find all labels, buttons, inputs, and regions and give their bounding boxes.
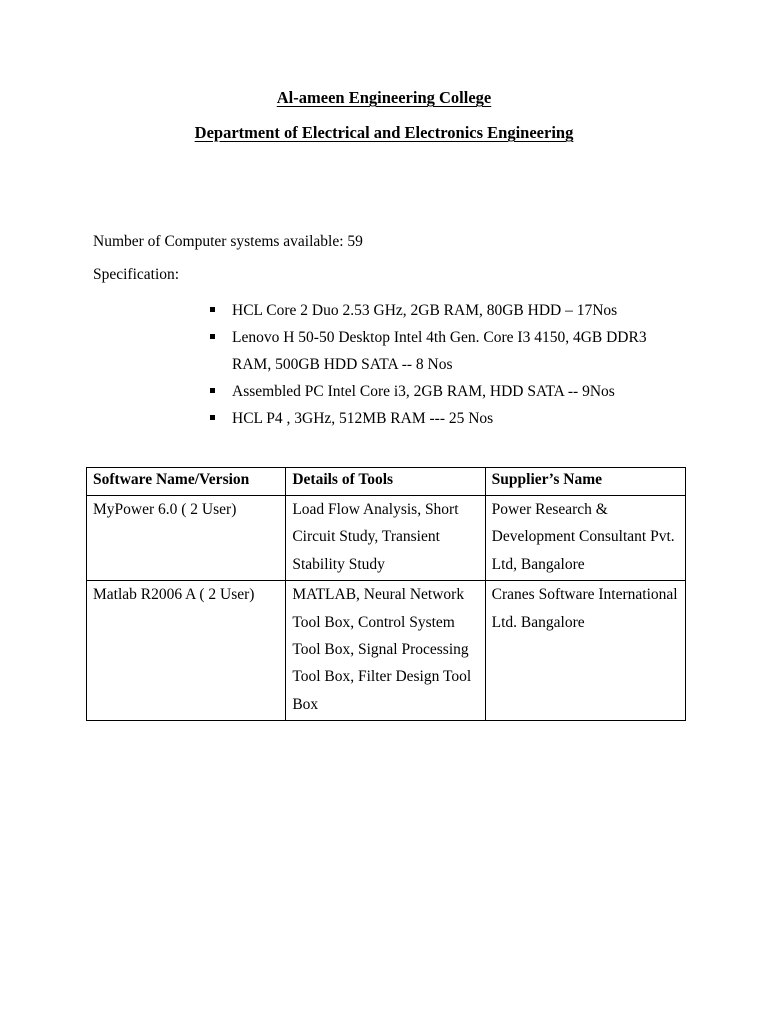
cell-software: MyPower 6.0 ( 2 User): [87, 496, 286, 581]
table-row: [87, 496, 686, 581]
spec-item-text: Assembled PC Intel Core i3, 2GB RAM, HDD SATA -- 9Nos: [232, 383, 615, 400]
cell-supplier: Power Research & Development Consultant Pvt. Ltd, Bangalore: [485, 496, 685, 581]
square-bullet-icon: [210, 307, 215, 312]
spec-item-text: HCL Core 2 Duo 2.53 GHz, 2GB RAM, 80GB HDD – 17Nos: [232, 302, 618, 319]
specification-list: [208, 297, 678, 432]
spec-item: [208, 405, 678, 432]
table-row: [87, 581, 686, 721]
college-title: Al-ameen Engineering College: [276, 88, 492, 107]
header-supplier-name: Supplier’s Name: [485, 468, 685, 496]
cell-tools: Load Flow Analysis, Short Circuit Study, Transient Stability Study: [286, 496, 485, 581]
table-header-row: [87, 468, 686, 496]
cell-software: Matlab R2006 A ( 2 User): [87, 581, 286, 721]
cell-tools: MATLAB, Neural Network Tool Box, Control System Tool Box, Signal Processing Tool Box, Filter Design Tool Box: [286, 581, 485, 721]
spec-item: [208, 297, 678, 324]
square-bullet-icon: [210, 334, 215, 339]
department-title: Department of Electrical and Electronics Engineering: [194, 123, 574, 142]
software-table: [86, 467, 686, 721]
header-details-of-tools: Details of Tools: [286, 468, 485, 496]
square-bullet-icon: [210, 388, 215, 393]
spec-item: [208, 378, 678, 405]
spec-item-text: HCL P4 , 3GHz, 512MB RAM --- 25 Nos: [232, 410, 494, 427]
cell-supplier: Cranes Software International Ltd. Bangalore: [485, 581, 685, 721]
header-software-name: Software Name/Version: [87, 468, 286, 496]
systems-count: Number of Computer systems available: 59: [93, 233, 363, 250]
specification-label: Specification:: [93, 266, 180, 283]
spec-item-text: Lenovo H 50-50 Desktop Intel 4th Gen. Core I3 4150, 4GB DDR3 RAM, 500GB HDD SATA -- 8 Nos: [232, 329, 647, 373]
square-bullet-icon: [210, 415, 215, 420]
spec-item: [208, 324, 678, 378]
